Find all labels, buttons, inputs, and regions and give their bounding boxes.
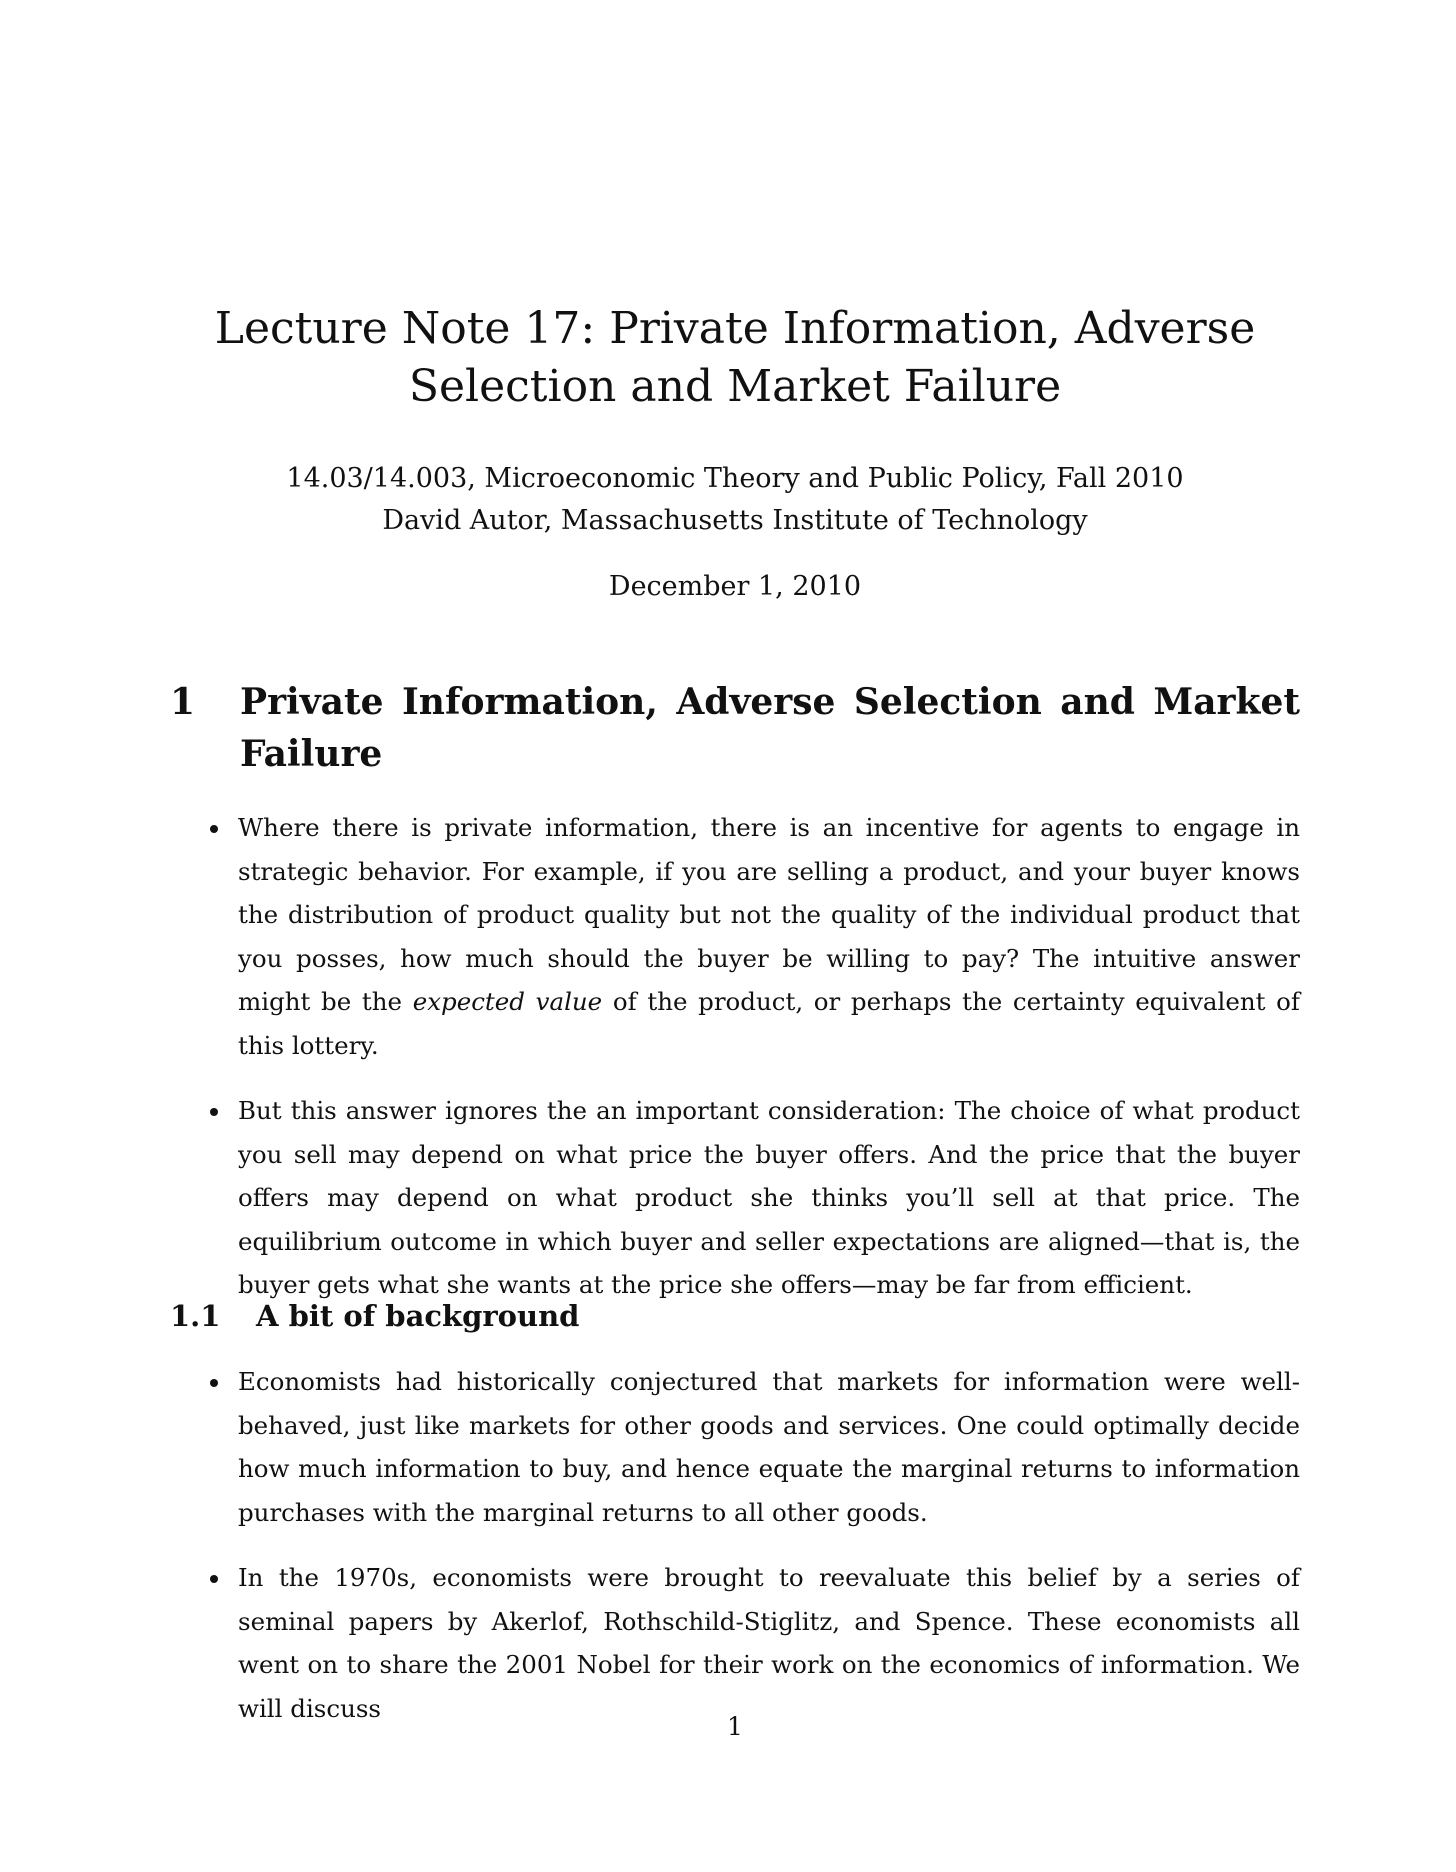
section-1-1-bullet-list <box>170 1360 1300 1752</box>
author-line: David Autor, Massachusetts Institute of Technology <box>382 505 1088 536</box>
emphasis-text: expected value <box>412 987 603 1016</box>
bullet-text: But this answer ignores the an important consideration: The choice of what product you sell may depend on what price the buyer offers. And the price that the buyer offers may depend on what product she thinks you’ll sell at that price. The equilibrium outcome in which buyer and seller expectations are aligned—that is, the buyer gets what she wants at the price she offers—may be far from efficient. <box>238 1096 1300 1299</box>
bullet-dot-icon <box>210 1379 218 1387</box>
bullet-text: In the 1970s, economists were brought to reevaluate this belief by a series of seminal papers by Akerlof, Rothschild-Stiglitz, and Spence. These economists all went on to share the 2001 Nobel for their work on the economics of information. We will discuss <box>238 1563 1300 1723</box>
bullet-text-part: Where there is private information, there is an incentive for agents to engage in strategic behavior. For example, if you are selling a product, and your buyer knows the distribution of product quality but not the quality of the individual product that you posses, how much should the buyer be willing to pay? The intuitive answer might be the <box>238 813 1300 1016</box>
bullet-dot-icon <box>210 1108 218 1116</box>
bullet-item <box>170 1089 1300 1307</box>
section-1-title: Private Information, Adverse Selection and Market Failure <box>240 681 1300 775</box>
date-line: December 1, 2010 <box>608 571 862 602</box>
section-1-1-heading <box>170 1296 1300 1336</box>
bullet-dot-icon <box>210 1575 218 1583</box>
document-title: Lecture Note 17: Private Information, Adverse Selection and Market Failure <box>214 303 1256 412</box>
section-1-1-number: 1.1 <box>170 1299 221 1333</box>
bullet-item <box>170 1360 1300 1534</box>
bullet-text: Economists had historically conjectured that markets for information were well-behaved, just like markets for other goods and services. One could optimally decide how much information to buy, and hence equate the marginal returns to information purchases with the marginal returns to all other goods. <box>238 1367 1300 1527</box>
bullet-item <box>170 806 1300 1067</box>
bullet-dot-icon <box>210 825 218 833</box>
section-1-number: 1 <box>170 681 196 723</box>
section-1-bullet-list <box>170 806 1300 1329</box>
page-number: 1 <box>727 1712 743 1741</box>
section-1-heading <box>170 676 1300 780</box>
course-line: 14.03/14.003, Microeconomic Theory and Public Policy, Fall 2010 <box>286 463 1184 494</box>
section-1-1-title: A bit of background <box>256 1299 580 1333</box>
bullet-text-part: of the product, or perhaps the certainty equivalent of this lottery. <box>238 987 1300 1060</box>
bullet-item <box>170 1556 1300 1730</box>
